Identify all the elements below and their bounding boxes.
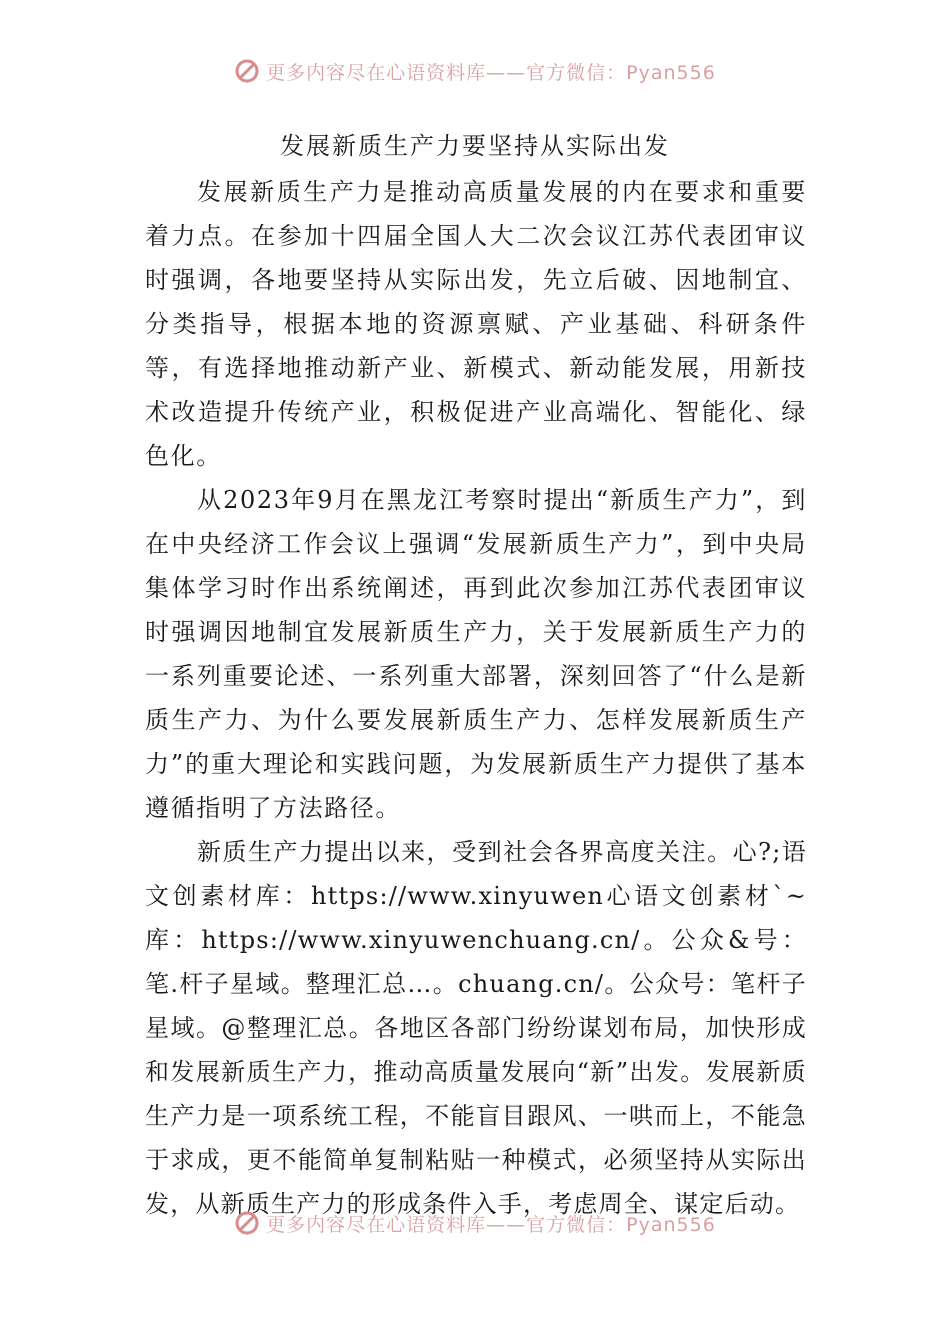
paragraph-1: 发展新质生产力是推动高质量发展的内在要求和重要着力点。在参加十四届全国人大二次会议江苏代表团审议时强调，各地要坚持从实际出发，先立后破、因地制宜、分类指导，根据本地的资源禀赋、产业基础、科研条件等，有选择地推动新产业、新模式、新动能发展，用新技术改造提升传统产业，积极促进产业高端化、智能化、绿色化。 <box>145 178 807 470</box>
paragraph-2: 从2023年9月在黑龙江考察时提出“新质生产力”，到在中央经济工作会议上强调“发展新质生产力”，到中央局集体学习时作出系统阐述，再到此次参加江苏代表团审议时强调因地制宜发展新质生产力，关于发展新质生产力的一系列重要论述、一系列重大部署，深刻回答了“什么是新质生产力、为什么要发展新质生产力、怎样发展新质生产力”的重大理论和实践问题，为发展新质生产力提供了基本遵循指明了方法路径。 <box>145 486 807 822</box>
document-title: 发展新质生产力要坚持从实际出发 <box>280 132 670 160</box>
paragraph-3: 新质生产力提出以来，受到社会各界高度关注。心?;语文创素材库：https://www.xinyuwen心语文创素材`~库：https://www.xinyuwenchuang.cn/。公众&号：笔.杆子星域。整理汇总…。chuang.cn/。公众号：笔杆子星域。@整理汇总。各地区各部门纷纷谋划布局，加快形成和发展新质生产力，推动高质量发展向“新”出发。发展新质生产力是一项系统工程，不能盲目跟风、一哄而上，不能急于求成，更不能简单复制粘贴一种模式，必须坚持从实际出发，从新质生产力的形成条件入手，考虑周全、谋定后动。 <box>145 838 807 1218</box>
watermark-text: 更多内容尽在心语资料库——官方微信：Pyan556 <box>266 1213 716 1236</box>
watermark-text: 更多内容尽在心语资料库——官方微信：Pyan556 <box>266 61 716 84</box>
document-body <box>145 170 807 1226</box>
header-watermark <box>0 56 950 86</box>
watermark-logo-icon <box>234 1210 260 1236</box>
footer-watermark <box>0 1208 950 1238</box>
watermark-logo-icon <box>234 58 260 84</box>
